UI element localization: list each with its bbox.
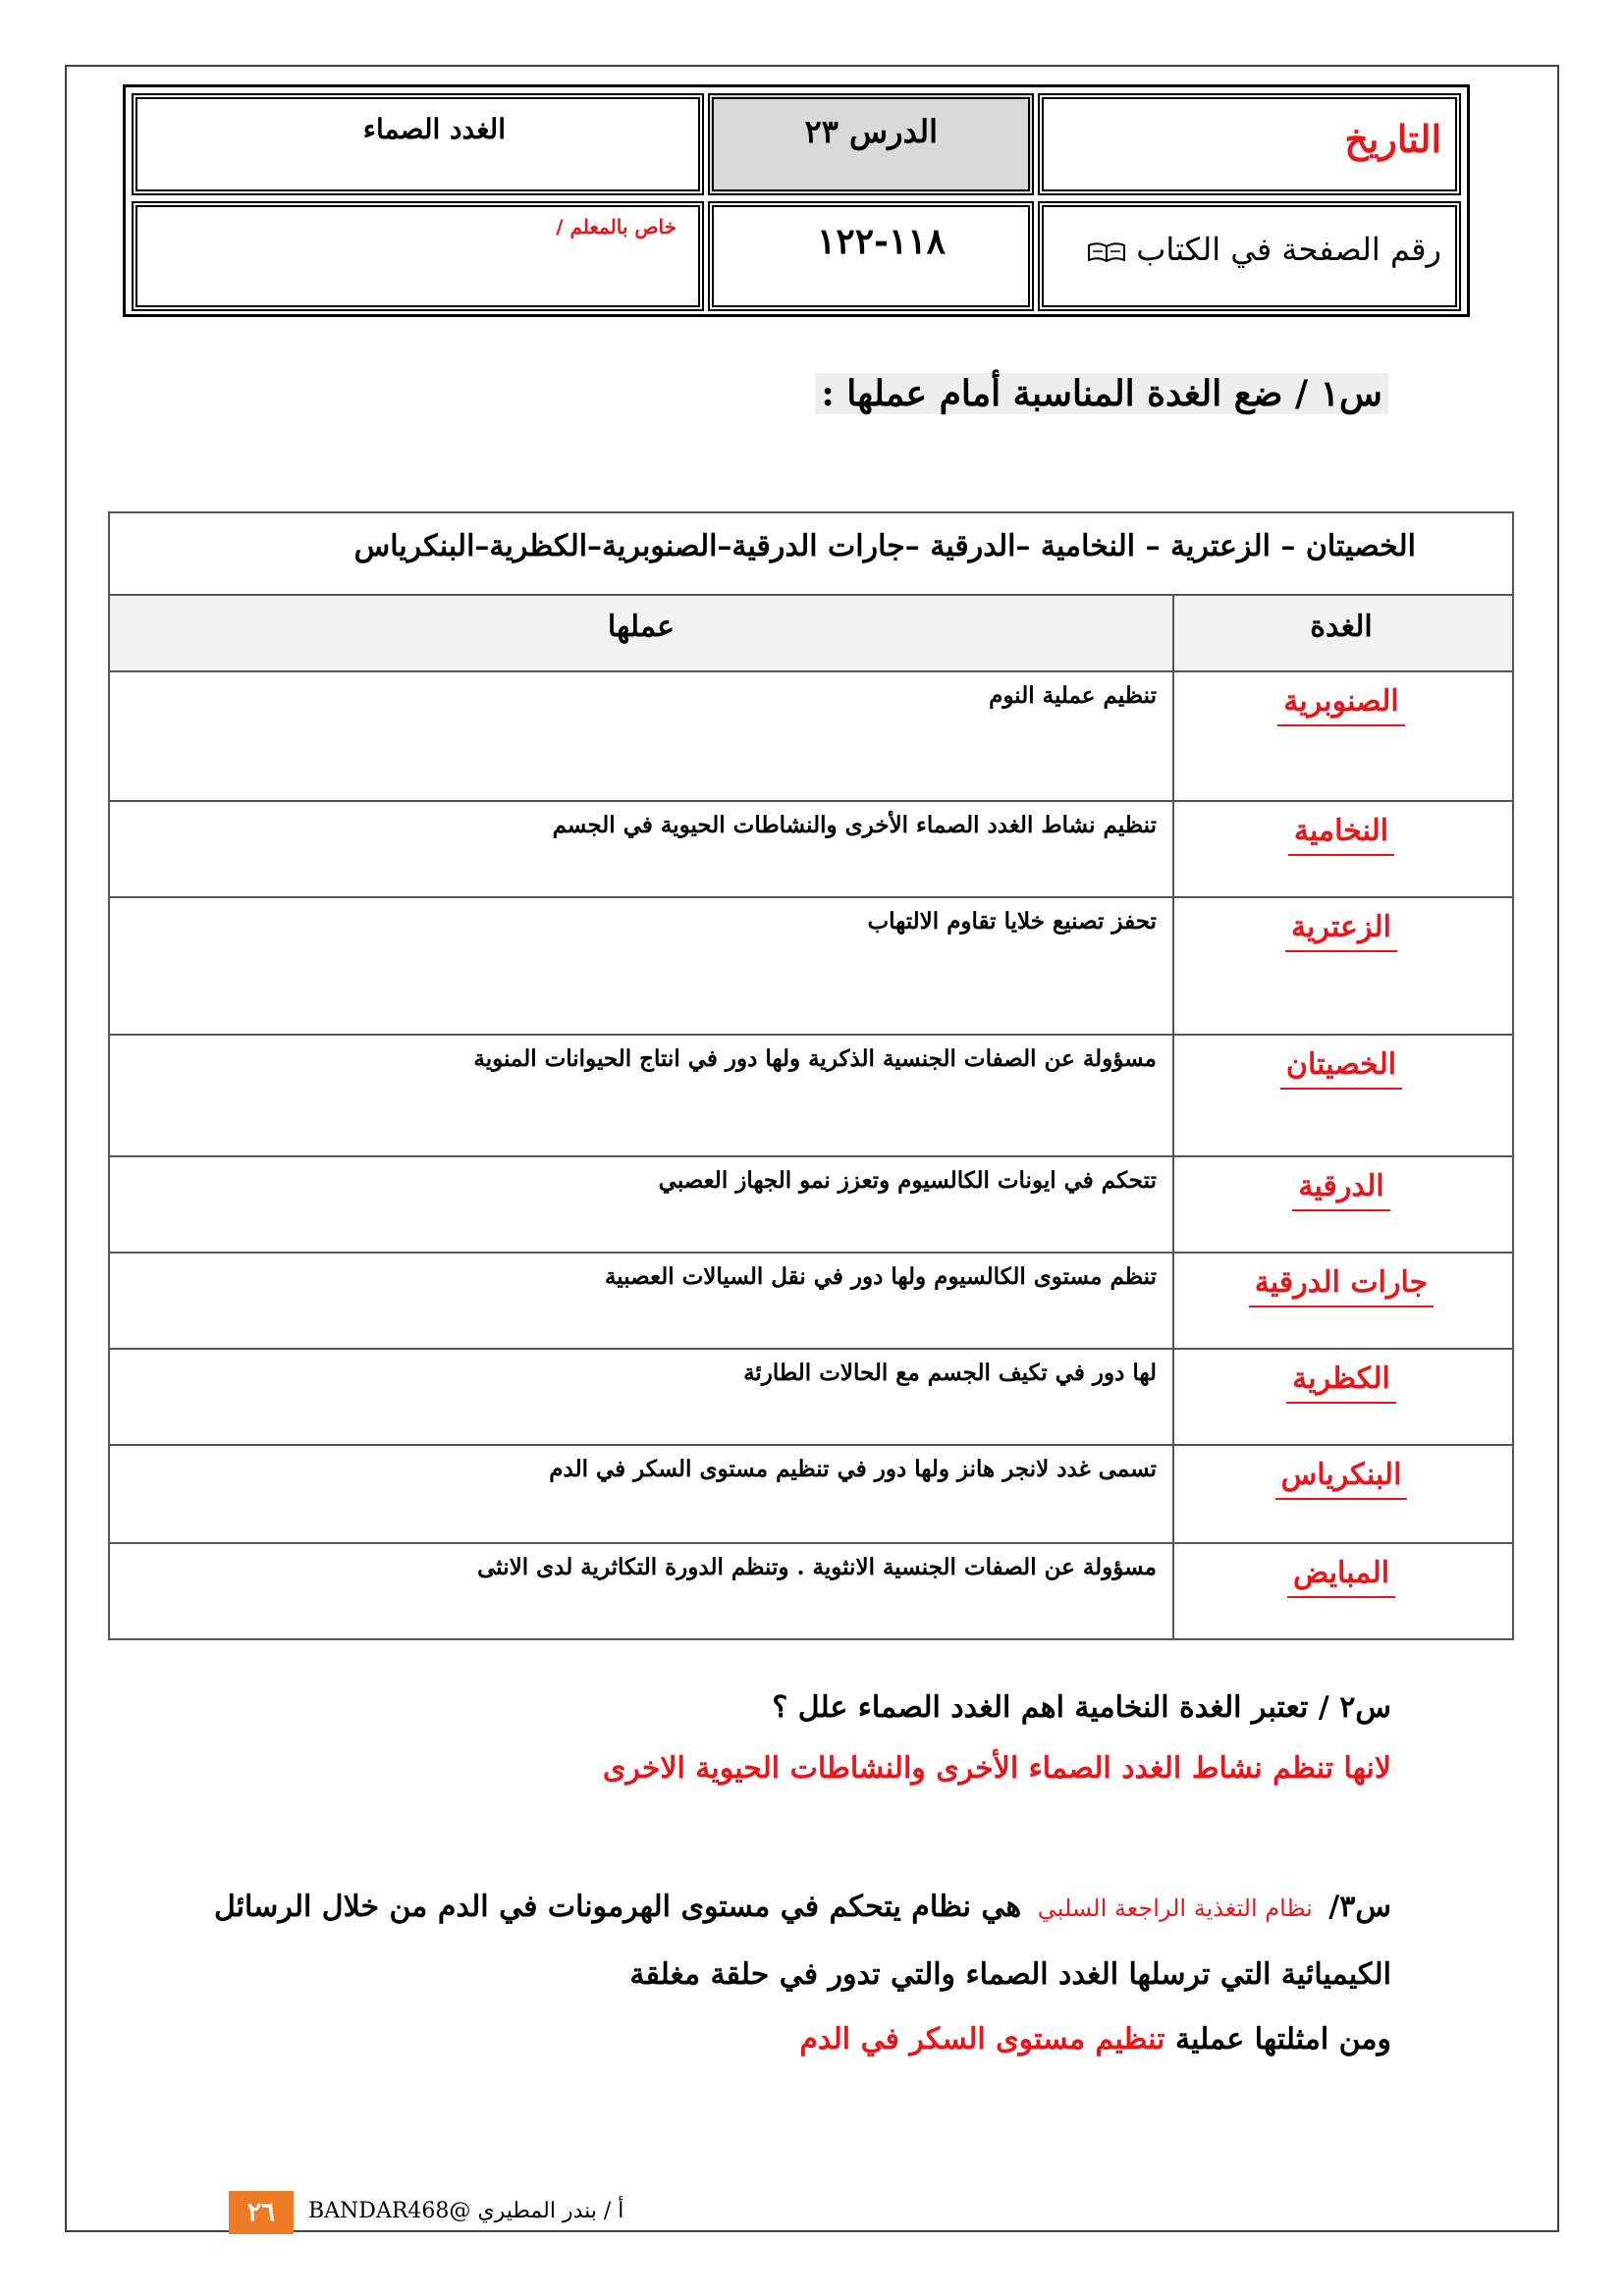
teacher-cell — [132, 201, 704, 311]
page-label — [1087, 231, 1441, 268]
page-number-badge: ٢٦ — [229, 2191, 294, 2234]
gland-answer: الزعترية — [1170, 910, 1512, 952]
table-row — [110, 1542, 1512, 1640]
lesson-cell — [708, 93, 1034, 195]
gland-function: مسؤولة عن الصفات الجنسية الانثوية . وتنظم الدورة التكاثرية لدى الانثى — [477, 1554, 1157, 1580]
lesson-title-cell — [132, 93, 704, 195]
q3-prefix: س٣/ — [1328, 1890, 1391, 1924]
table-row — [110, 670, 1512, 800]
word-bank: الخصيتان – الزعترية – النخامية –الدرقية –جارات الدرقية–الصنوبرية–الكظرية–البنكرياس — [353, 529, 1416, 563]
date-cell — [1038, 93, 1461, 195]
teacher-label: خاص بالمعلم / — [556, 215, 677, 239]
q2-question: س٢ / تعتبر الغدة النخامية اهم الغدد الصماء علل ؟ — [772, 1690, 1391, 1725]
q1-title-text: س١ / ضع الغدة المناسبة أمام عملها : — [821, 373, 1382, 414]
page-numbers: ١١٨-١٢٢ — [817, 221, 946, 262]
gland-answer: الصنوبرية — [1170, 684, 1512, 726]
table-header-row — [110, 594, 1512, 670]
page-label-cell — [1038, 201, 1461, 311]
gland-answer: جارات الدرقية — [1170, 1265, 1512, 1308]
gland-function: تنظم مستوى الكالسيوم ولها دور في نقل السيالات العصبية — [604, 1263, 1157, 1290]
gland-answer: الدرقية — [1170, 1169, 1512, 1211]
gland-function: تنظيم عملية النوم — [989, 682, 1157, 709]
gland-function: تتحكم في ايونات الكالسيوم وتعزز نمو الجهاز العصبي — [658, 1167, 1157, 1194]
lesson-title: الغدد الصماء — [362, 113, 506, 145]
q3-line1 — [214, 1890, 1391, 1924]
col-gland-header: الغدة — [1310, 610, 1373, 644]
book-icon — [1087, 241, 1126, 263]
col-function-header: عملها — [607, 610, 676, 644]
table-row — [110, 1034, 1512, 1155]
gland-answer: الخصيتان — [1170, 1047, 1512, 1090]
gland-answer: المبايض — [1170, 1556, 1512, 1598]
header-table — [123, 84, 1470, 317]
page-label-text: رقم الصفحة في الكتاب — [1136, 231, 1441, 268]
gland-answer: النخامية — [1170, 814, 1512, 856]
date-label: التاريخ — [1344, 117, 1441, 161]
table-row — [110, 1348, 1512, 1444]
q3-line1-rest: هي نظام يتحكم في مستوى الهرمونات في الدم من خلال الرسائل — [213, 1890, 1022, 1924]
footer-author: أ / بندر المطيري @BANDAR468 — [308, 2199, 624, 2223]
table-row — [110, 800, 1512, 896]
gland-function: مسؤولة عن الصفات الجنسية الذكرية ولها دور في انتاج الحيوانات المنوية — [473, 1045, 1157, 1072]
gland-answer: البنكرياس — [1170, 1458, 1512, 1500]
table-row — [110, 1155, 1512, 1252]
table-row — [110, 896, 1512, 1034]
gland-function: لها دور في تكيف الجسم مع الحالات الطارئة — [743, 1360, 1157, 1386]
gland-function: تسمى غدد لانجر هانز ولها دور في تنظيم مستوى السكر في الدم — [549, 1456, 1157, 1482]
q3-line2: الكيميائية التي ترسلها الغدد الصماء والتي تدور في حلقة مغلقة — [629, 1957, 1391, 1992]
lesson-label: الدرس ٢٣ — [804, 113, 938, 150]
glands-table — [108, 511, 1514, 1640]
q3-term: نظام التغذية الراجعة السلبي — [1037, 1895, 1313, 1922]
word-bank-row — [110, 513, 1512, 594]
table-row — [110, 1444, 1512, 1542]
gland-function: تحفز تصنيع خلايا تقاوم الالتهاب — [867, 908, 1157, 934]
q3-line3 — [799, 2022, 1391, 2056]
q3-line3-answer: تنظيم مستوى السكر في الدم — [799, 2022, 1165, 2056]
q2-answer: لانها تنظم نشاط الغدد الصماء الأخرى والنشاطات الحيوية الاخرى — [602, 1751, 1391, 1786]
q3-line3-prefix: ومن امثلتها عملية — [1174, 2022, 1391, 2056]
gland-answer: الكظرية — [1170, 1362, 1512, 1404]
page-numbers-cell — [708, 201, 1034, 311]
gland-function: تنظيم نشاط الغدد الصماء الأخرى والنشاطات الحيوية في الجسم — [552, 812, 1157, 838]
table-row — [110, 1252, 1512, 1348]
q1-title — [815, 373, 1388, 414]
